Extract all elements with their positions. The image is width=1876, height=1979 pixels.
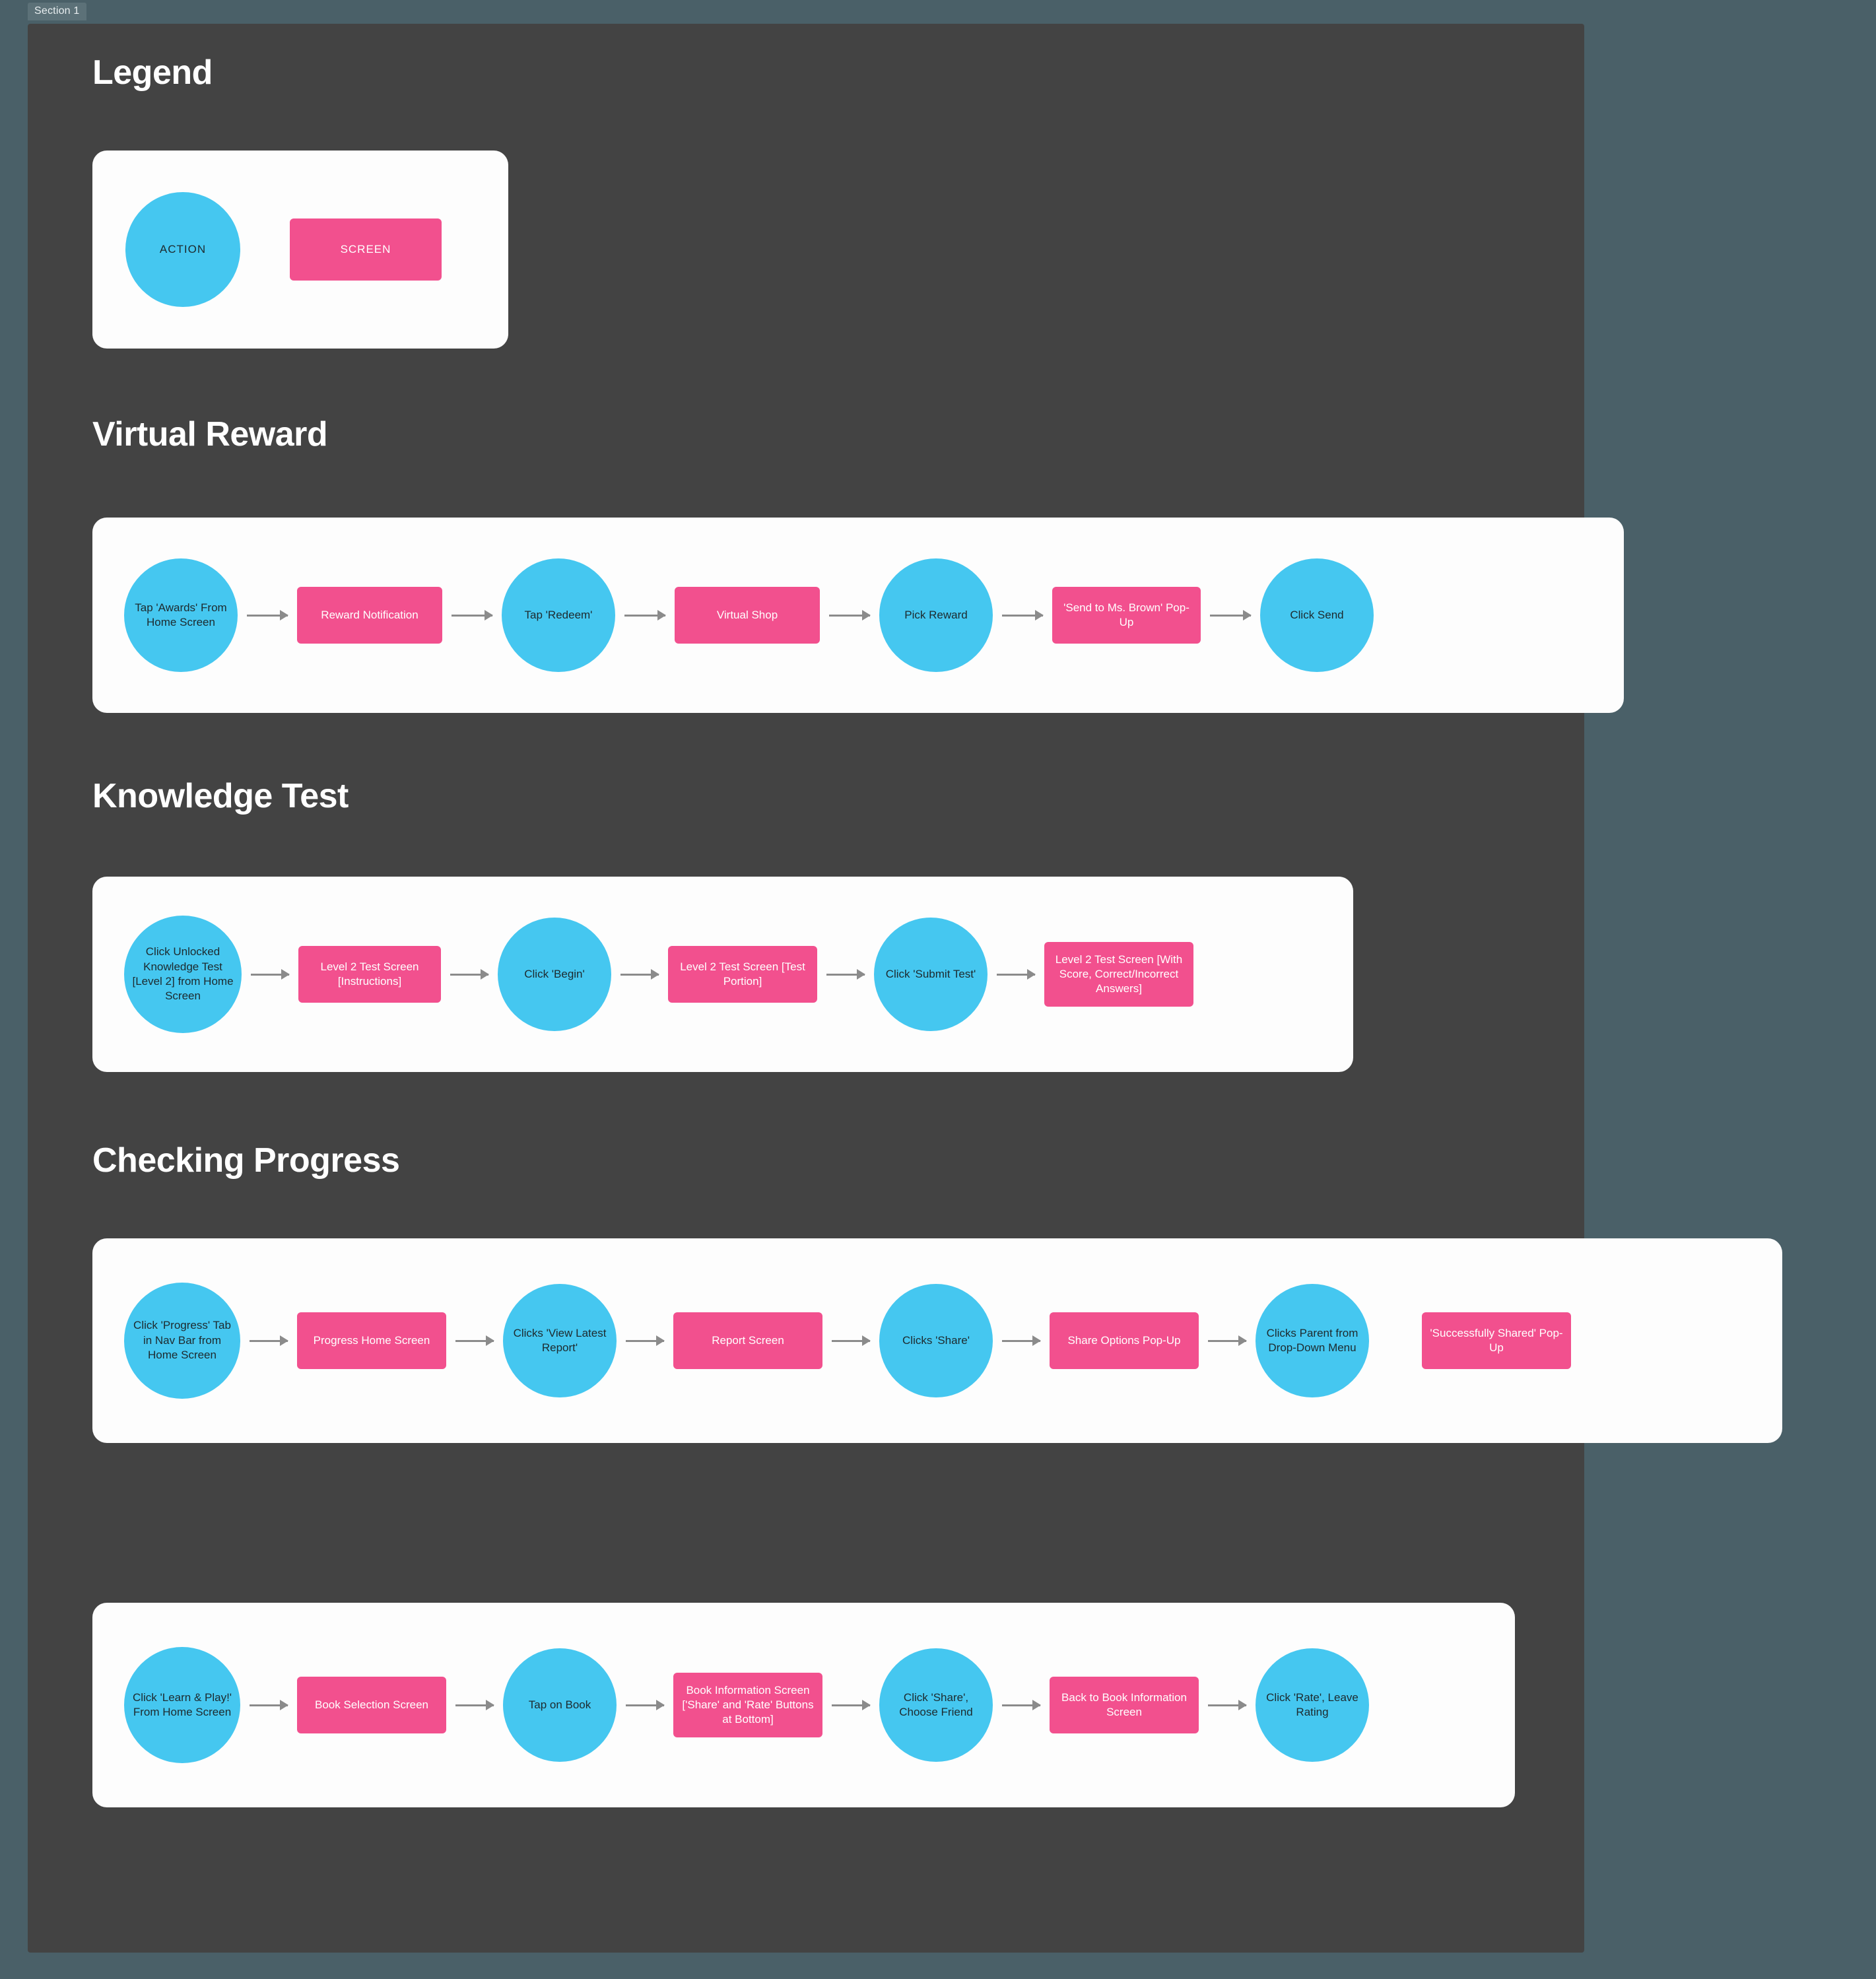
flow-card-checking-progress [92,1238,1782,1443]
arrow-connector [997,968,1035,980]
arrow-connector [826,968,865,980]
arrow-connector [620,968,659,980]
arrow-connector [1002,609,1043,621]
arrow-connector [455,1699,494,1711]
flow-node-screen[interactable]: 'Successfully Shared' Pop-Up [1422,1312,1571,1369]
flow-node-action[interactable]: Tap 'Redeem' [502,558,615,672]
flow-node-action[interactable]: Click 'Rate', Leave Rating [1256,1648,1369,1762]
flow-node-action[interactable]: Click 'Progress' Tab in Nav Bar from Home Screen [124,1283,240,1399]
flow-node-screen[interactable]: 'Send to Ms. Brown' Pop-Up [1052,587,1201,644]
flow-node-screen[interactable]: Level 2 Test Screen [Instructions] [298,946,441,1003]
flow-node-action[interactable]: Click 'Share', Choose Friend [879,1648,993,1762]
arrow-connector [452,609,492,621]
section-tab[interactable]: Section 1 [28,3,86,20]
legend-screen-node: SCREEN [290,218,442,281]
flow-row [124,916,1193,1033]
flow-node-action[interactable]: Clicks 'View Latest Report' [503,1284,617,1397]
flow-row [124,558,1374,672]
flow-row [124,1647,1369,1763]
flow-node-screen[interactable]: Share Options Pop-Up [1050,1312,1199,1369]
flow-node-action[interactable]: Pick Reward [879,558,993,672]
flow-card-virtual-reward [92,518,1624,713]
arrow-connector [247,609,288,621]
flow-node-action[interactable]: Tap on Book [503,1648,617,1762]
flow-node-action[interactable]: Click Send [1260,558,1374,672]
arrow-connector [250,1699,288,1711]
arrow-connector [832,1699,870,1711]
flow-node-screen[interactable]: Back to Book Information Screen [1050,1677,1199,1733]
flow-node-action[interactable]: Click Unlocked Knowledge Test [Level 2] from Home Screen [124,916,242,1033]
flow-card-knowledge-test [92,877,1353,1072]
legend-items [125,151,442,349]
flow-row [124,1283,1571,1399]
arrow-connector [624,609,665,621]
flow-node-action[interactable]: Clicks Parent from Drop-Down Menu [1256,1284,1369,1397]
section-heading-checking-progress: Checking Progress [92,1141,400,1180]
arrow-connector [455,1335,494,1347]
arrow-connector [626,1699,664,1711]
arrow-connector [832,1335,870,1347]
flow-node-action[interactable]: Click 'Begin' [498,918,611,1031]
flow-node-screen[interactable]: Level 2 Test Screen [Test Portion] [668,946,817,1003]
flow-node-action[interactable]: Tap 'Awards' From Home Screen [124,558,238,672]
flow-node-action[interactable]: Clicks 'Share' [879,1284,993,1397]
arrow-connector [251,968,289,980]
flow-node-screen[interactable]: Report Screen [673,1312,822,1369]
page-title-legend: Legend [92,53,213,92]
flow-node-screen[interactable]: Level 2 Test Screen [With Score, Correct/Incorrect Answers] [1044,942,1193,1007]
flow-node-screen[interactable]: Book Information Screen ['Share' and 'Rate' Buttons at Bottom] [673,1673,822,1737]
legend-card [92,151,508,349]
arrow-connector [829,609,870,621]
flow-node-screen[interactable]: Book Selection Screen [297,1677,446,1733]
arrow-connector [1208,1699,1246,1711]
flow-node-action[interactable]: Click 'Learn & Play!' From Home Screen [124,1647,240,1763]
arrow-connector [1208,1335,1246,1347]
section-heading-virtual-reward: Virtual Reward [92,415,328,453]
arrow-connector [1210,609,1251,621]
flow-card-learn-and-play [92,1603,1515,1807]
arrow-connector [1002,1335,1040,1347]
arrow-connector [626,1335,664,1347]
arrow-connector [250,1335,288,1347]
flow-node-screen[interactable]: Reward Notification [297,587,442,644]
arrow-connector [450,968,488,980]
flow-node-screen[interactable]: Virtual Shop [675,587,820,644]
flow-node-screen[interactable]: Progress Home Screen [297,1312,446,1369]
legend-action-node: ACTION [125,192,240,307]
section-heading-knowledge-test: Knowledge Test [92,777,349,815]
flow-node-action[interactable]: Click 'Submit Test' [874,918,988,1031]
arrow-connector [1002,1699,1040,1711]
